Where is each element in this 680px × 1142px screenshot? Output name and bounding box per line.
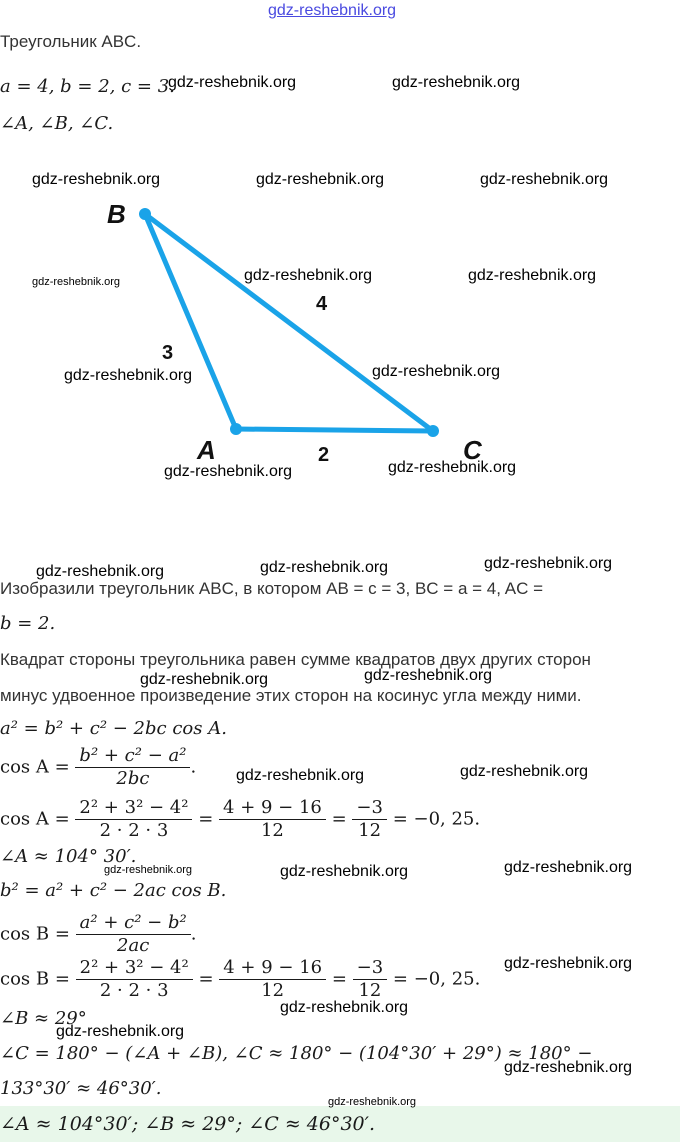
vertex-a-label: A [197,435,216,465]
cos-a-calc-frac3 [352,797,387,842]
watermark: gdz-reshebnik.org [504,859,633,876]
cos-a-result: = −0, 25. [392,808,481,830]
given-sides: a = 4, b = 2, c = 3. [0,76,175,97]
law-cos-b: b² = a² + c² − 2ac cos B. [0,880,227,901]
given-triangle-text: Треугольник ABC. [0,32,142,51]
triangle-edges [145,214,433,431]
cos-a-formula-den: 2bc [75,767,190,790]
cos-a-calc-num1: 2² + 3² − 4² [79,797,189,818]
vertex-b-dot [139,208,151,220]
cos-b-formula-fraction [76,912,191,957]
watermark: gdz-reshebnik.org [392,74,521,91]
cos-a-formula: cos A = $\frac{\text{b² + c² − a²}}{2bc}$ . [0,745,197,789]
cos-a-calc-frac1 [75,797,192,842]
watermark: gdz-reshebnik.org [388,459,517,476]
watermark: gdz-reshebnik.org [484,555,613,572]
cos-b-formula: cos B = $\frac{\text{a² + c² − b²}}{2ac}$ . [0,912,197,956]
watermark: gdz-reshebnik.org [364,667,493,684]
cos-a-formula-fraction [75,745,190,790]
cos-a-calc-den3: 12 [352,819,387,842]
side-bc-label: 4 [316,293,328,315]
cos-b-calc-num3: −3 [356,957,384,978]
cos-b-calc-num2: 4 + 9 − 16 [223,957,323,978]
cos-a-calc-den1: 2 · 2 · 3 [75,819,192,842]
vertex-c-dot [427,425,439,437]
angle-a-value: ∠A ≈ 104° 30′. [0,846,137,867]
cos-b-calc-frac3 [353,957,388,1002]
edge-bc [145,214,433,431]
watermark: gdz-reshebnik.org [256,171,385,188]
cos-b-calc-den2: 12 [219,979,326,1002]
watermark: gdz-reshebnik.org [32,171,161,188]
watermark: gdz-reshebnik.org [480,171,609,188]
cos-b-formula-den: 2ac [76,934,191,957]
watermark: gdz-reshebnik.org [164,463,293,480]
angle-c-line2: 133°30′ ≈ 46°30′. [0,1078,162,1099]
watermark: gdz-reshebnik.org [260,559,389,576]
cos-b-calc-den1: 2 · 2 · 3 [76,979,193,1002]
watermark: gdz-reshebnik.org [460,763,589,780]
cos-b-formula-lhs: cos B = [0,923,70,945]
watermark-link-top[interactable]: gdz-reshebnik.org [268,2,397,19]
watermark: gdz-reshebnik.org [32,276,121,288]
cos-b-calc-num1: 2² + 3² − 4² [79,957,189,978]
cos-b-calc-den3: 12 [353,979,388,1002]
law-cos-a: a² = b² + c² − 2bc cos A. [0,718,227,739]
rule-line1: Квадрат стороны треугольника равен сумме квадратов двух других сторон [0,650,591,669]
cos-a-formula-lhs: cos A = [0,756,70,778]
watermark: gdz-reshebnik.org [244,267,373,284]
side-ac-label: 2 [318,444,330,466]
watermark: gdz-reshebnik.org [56,1023,185,1040]
cos-b-result: = −0, 25. [392,968,481,990]
cos-b-formula-num: a² + c² − b² [79,912,187,933]
watermark: gdz-reshebnik.org [504,1059,633,1076]
cos-b-calc: cos B = $\frac{\text{2² + 3² − 4²}}{2 \cdot 2 \cdot 3}$ = $\frac{4 + 9 - 16}{12}$ = $\frac{-3}{12}$ = −0, 25. [0,957,481,1001]
triangle-figure [0,150,680,530]
cos-a-calc-den2: 12 [219,819,326,842]
rule-line2: минус удвоенное произведение этих сторон на косинус угла между ними. [0,686,582,705]
cos-a-calc-frac2 [219,797,326,842]
cos-b-calc-frac2 [219,957,326,1002]
watermark: gdz-reshebnik.org [372,363,501,380]
watermark: gdz-reshebnik.org [36,563,165,580]
watermark: gdz-reshebnik.org [140,671,269,688]
cos-a-formula-num: b² + c² − a² [79,745,187,766]
solution-line2: b = 2. [0,613,56,634]
solution-line1 [0,579,543,599]
solution-line1-text: Изобразили треугольник ABC, в котором AB = c = 3, BC = a = 4, AC = [0,579,544,598]
watermark: gdz-reshebnik.org [104,864,193,876]
angle-c-line1: ∠C = 180° − (∠A + ∠B), ∠C ≈ 180° − (104°30′ + 29°) ≈ 180° − [0,1043,593,1064]
watermark: gdz-reshebnik.org [236,767,365,784]
vertex-c-label: C [463,435,482,465]
vertex-b-label: B [107,199,126,229]
watermark: gdz-reshebnik.org [468,267,597,284]
cos-a-calc-num3: −3 [356,797,383,818]
side-ab-label: 3 [162,342,174,364]
watermark: gdz-reshebnik.org [64,367,193,384]
watermark: gdz-reshebnik.org [168,74,297,91]
watermark: gdz-reshebnik.org [328,1096,417,1108]
cos-b-calc-lhs: cos B = [0,968,70,990]
vertex-a-dot [230,423,242,435]
given-find: ∠A, ∠B, ∠C. [0,113,114,134]
watermark: gdz-reshebnik.org [504,955,633,972]
edge-ac [236,429,433,431]
angle-b-value: ∠B ≈ 29° [0,1008,87,1029]
watermark: gdz-reshebnik.org [280,999,409,1016]
answer-text: ∠A ≈ 104°30′; ∠B ≈ 29°; ∠C ≈ 46°30′. [0,1113,375,1135]
cos-a-calc-lhs: cos A = [0,808,70,830]
given-triangle [0,32,141,52]
cos-b-calc-frac1 [76,957,193,1002]
cos-a-calc: cos A = $\frac{\text{2² + 3² − 4²}}{2 \cdot 2 \cdot 3}$ = $\frac{4 + 9 - 16}{12}$ = $\frac{-3}{12}$ = −0, 25. [0,797,481,841]
watermark: gdz-reshebnik.org [280,863,409,880]
cos-a-calc-num2: 4 + 9 − 16 [223,797,322,818]
